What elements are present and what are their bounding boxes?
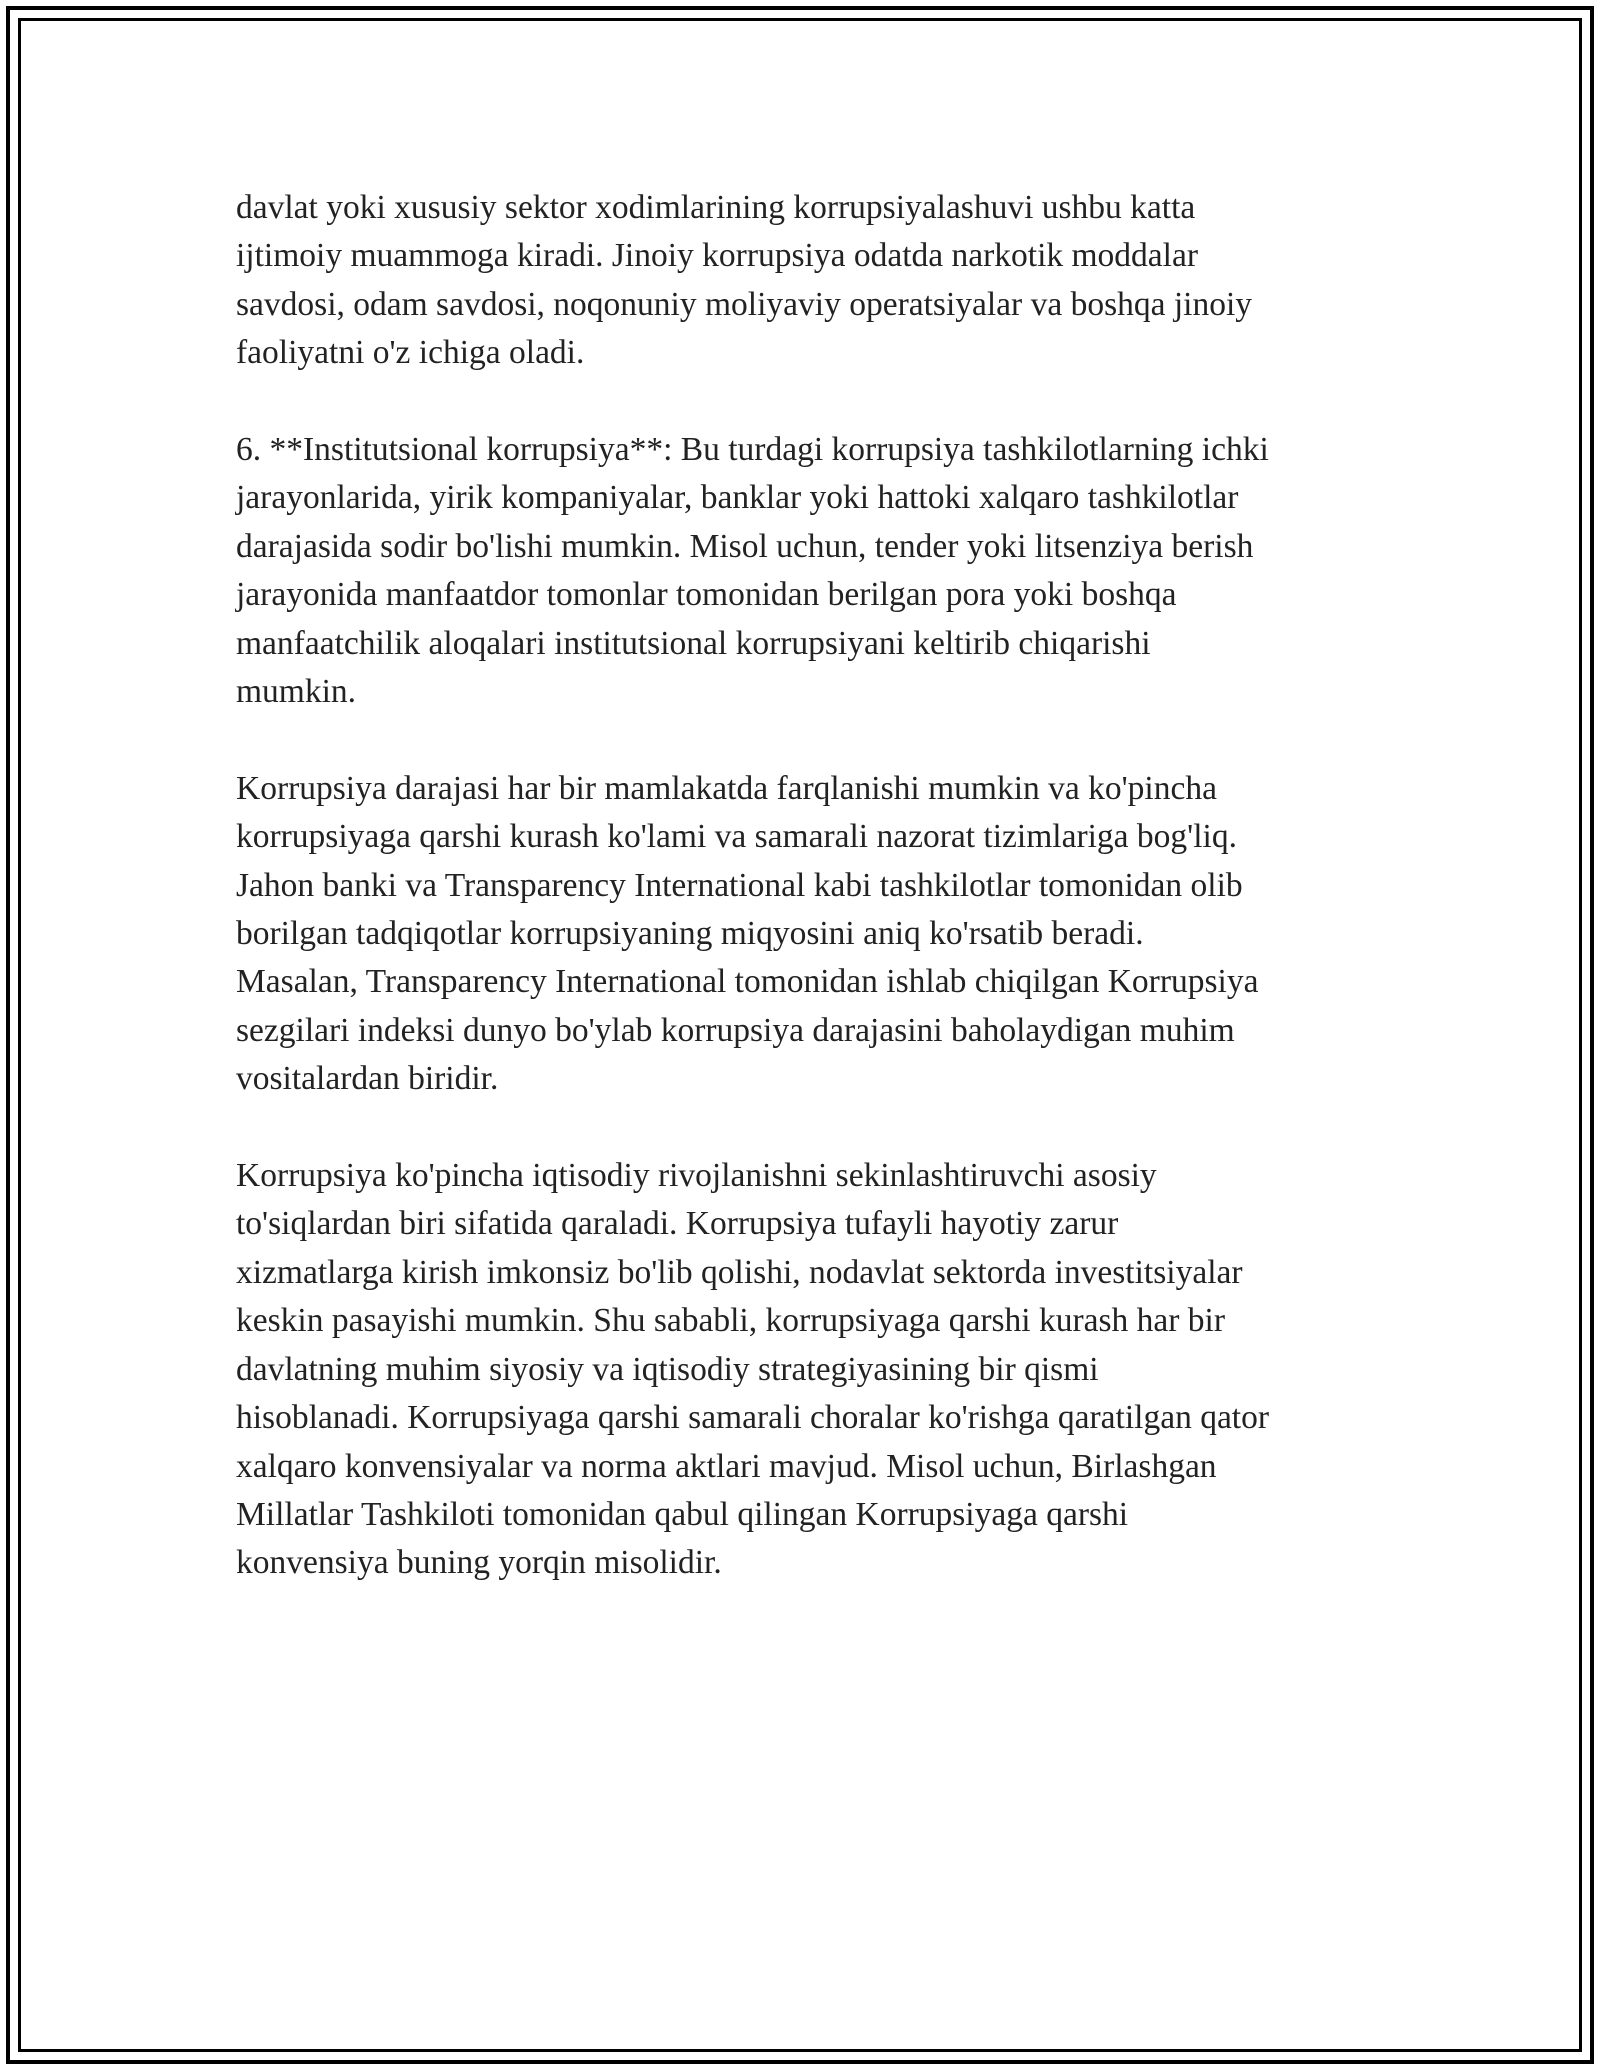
text-line: davlatning muhim siyosiy va iqtisodiy strategiyasining bir qismi — [236, 1350, 1099, 1388]
text-line: savdosi, odam savdosi, noqonuniy moliyaviy operatsiyalar va boshqa jinoiy — [236, 285, 1253, 323]
text-line: korrupsiyaga qarshi kurash ko'lami va samarali nazorat tizimlariga bog'liq. — [236, 818, 1237, 856]
text-line: ijtimoiy muammoga kiradi. Jinoiy korrupsiya odatda narkotik moddalar — [236, 237, 1199, 275]
text-line: 6. **Institutsional korrupsiya**: Bu turdagi korrupsiya tashkilotlarning ichki — [236, 431, 1269, 469]
text-line: Korrupsiya darajasi har bir mamlakatda farqlanishi mumkin va ko'pincha — [236, 769, 1217, 807]
document-body — [236, 184, 1406, 1636]
paragraph-institutional-corruption — [236, 426, 1406, 716]
text-line: keskin pasayishi mumkin. Shu sababli, korrupsiyaga qarshi kurash har bir — [236, 1302, 1226, 1340]
text-line: xalqaro konvensiyalar va norma aktlari mavjud. Misol uchun, Birlashgan — [236, 1447, 1217, 1485]
text-line: Korrupsiya ko'pincha iqtisodiy rivojlanishni sekinlashtiruvchi asosiy — [236, 1157, 1157, 1195]
paragraph-criminal-corruption — [236, 184, 1406, 378]
text-line: Jahon banki va Transparency International kabi tashkilotlar tomonidan olib — [236, 866, 1243, 904]
text-line: borilgan tadqiqotlar korrupsiyaning miqyosini aniq ko'rsatib beradi. — [236, 915, 1144, 953]
text-line: to'siqlardan biri sifatida qaraladi. Korrupsiya tufayli hayotiy zarur — [236, 1205, 1119, 1243]
paragraph-economic-impact — [236, 1152, 1406, 1588]
text-line: Millatlar Tashkiloti tomonidan qabul qilingan Korrupsiyaga qarshi — [236, 1495, 1129, 1533]
text-line: sezgilari indeksi dunyo bo'ylab korrupsiya darajasini baholaydigan muhim — [236, 1011, 1235, 1049]
text-line: jarayonida manfaatdor tomonlar tomonidan berilgan pora yoki boshqa — [236, 576, 1177, 614]
text-line: vositalardan biridir. — [236, 1060, 499, 1098]
paragraph-corruption-levels — [236, 765, 1406, 1104]
text-line: mumkin. — [236, 673, 357, 711]
text-line: manfaatchilik aloqalari institutsional korrupsiyani keltirib chiqarishi — [236, 624, 1151, 662]
text-line: konvensiya buning yorqin misolidir. — [236, 1544, 722, 1582]
text-line: hisoblanadi. Korrupsiyaga qarshi samarali choralar ko'rishga qaratilgan qator — [236, 1399, 1270, 1437]
text-line: jarayonlarida, yirik kompaniyalar, banklar yoki hattoki xalqaro tashkilotlar — [236, 479, 1239, 517]
text-line: Masalan, Transparency International tomonidan ishlab chiqilgan Korrupsiya — [236, 963, 1259, 1001]
text-line: davlat yoki xususiy sektor xodimlarining korrupsiyalashuvi ushbu katta — [236, 189, 1196, 226]
text-line: faoliyatni o'z ichiga oladi. — [236, 334, 585, 372]
text-line: darajasida sodir bo'lishi mumkin. Misol uchun, tender yoki litsenziya berish — [236, 527, 1254, 565]
text-line: xizmatlarga kirish imkonsiz bo'lib qolishi, nodavlat sektorda investitsiyalar — [236, 1253, 1243, 1291]
